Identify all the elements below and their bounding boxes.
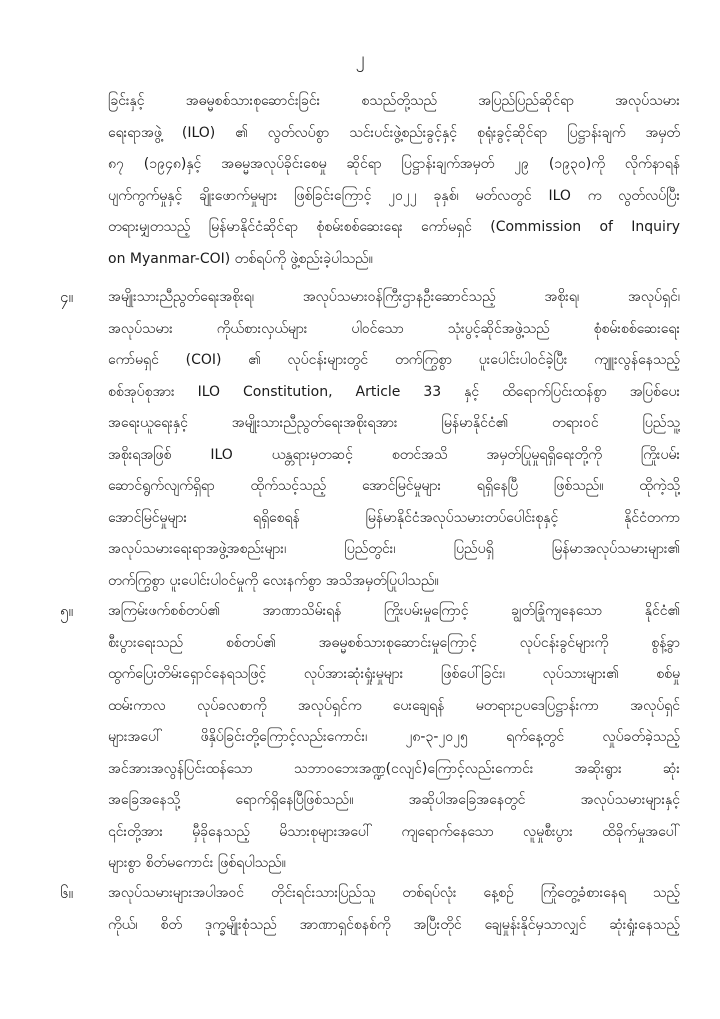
paragraph-number: ၄။ [60, 288, 73, 306]
text-line: ကော်မရှင် (COI) ၏ လုပ်ငန်းများတွင် တက်ကြွစွာ ပူးပေါင်းပါဝင်ခဲ့ပြီး ကျူးလွန်နေသည့် [108, 352, 680, 368]
text-line: တရားမျှတသည့် မြန်မာနိုင်ငံဆိုင်ရာ စုံစမ်းစစ်ဆေးရေး ကော်မရှင် (Commission of Inquiry [108, 219, 680, 235]
text-line: များစွာ စိတ်မကောင်း ဖြစ်ရပါသည်။ [108, 855, 286, 871]
page-number: ၂ [355, 48, 365, 69]
text-line: အင်အားအလွန်ပြင်းထန်သော သဘာဝဘေးအဏ္ဍ(ငလျင်)ကြောင့်လည်းကောင်း အဆိုးရွား ဆုံး [108, 760, 680, 777]
text-line: ကိုယ်၊ စိတ် ဒုက္ခမျိုးစုံသည် အာဏာရှင်စနစ်ကို အပြီးတိုင် ချေမှုန်းနိုင်မှသာလျှင် ဆုံးရှုံးနေသည့် [108, 916, 680, 933]
text-line: တက်ကြွစွာ ပူးပေါင်းပါဝင်မှုကို လေးနက်စွာ အသိအမှတ်ပြုပါသည်။ [108, 572, 439, 589]
text-line: အရေးယူရေးနှင့် အမျိုးသားညီညွတ်ရေးအစိုးရအား မြန်မာနိုင်ငံ၏ တရားဝင် ပြည်သူ့ [108, 415, 680, 431]
paragraph [108, 596, 680, 880]
text-line: ထမ်းကာလ လုပ်ခလစာကို အလုပ်ရှင်က ပေးချေရန် မတရားဥပဒေပြဋ္ဌာန်းကာ အလုပ်ရှင် [108, 697, 680, 714]
text-line: on Myanmar-COI) တစ်ရပ်ကို ဖွဲ့စည်းခဲ့ပါသည်။ [108, 250, 373, 267]
text-line: များအပေါ် ဖိနှိပ်ခြင်းတို့ကြောင့်လည်းကောင်း၊ ၂၈-၃-၂၀၂၅ ရက်နေ့တွင် လှုပ်ခတ်ခဲ့သည့် [108, 729, 680, 745]
text-line: ၎င်းတို့အား မှီခိုနေသည့် မိသားစုများအပေါ် ကျရောက်နေသော လူမှုစီးပွား ထိခိုက်မှုအပေါ် [108, 823, 680, 840]
text-line: ရေးရာအဖွဲ့ (ILO) ၏ လွတ်လပ်စွာ သင်းပင်းဖွဲ့စည်းခွင့်နှင့် စုရုံးခွင့်ဆိုင်ရာ ပြဋ္ဌာန်းချက် အမှတ် [108, 124, 680, 141]
text-line: အမျိုးသားညီညွတ်ရေးအစိုးရ၊ အလုပ်သမားဝန်ကြီးဌာနဦးဆောင်သည့် အစိုးရ၊ အလုပ်ရှင်၊ [108, 289, 680, 305]
text-line: အစိုးရအဖြစ် ILO ယန္တရားမှတဆင့် စတင်အသိ အမှတ်ပြုမှုရရှိရေးတို့ကို ကြိုးပမ်း [108, 446, 680, 463]
text-line: အောင်မြင်မှုများ ရရှိစေရန် မြန်မာနိုင်ငံအလုပ်သမားတပ်ပေါင်းစုနှင့် နိုင်ငံတကာ [108, 509, 680, 526]
text-line: ၈၇ (၁၉၄၈)နှင့် အဓမ္မအလုပ်ခိုင်းစေမှု ဆိုင်ရာ ပြဋ္ဌာန်းချက်အမှတ် ၂၉ (၁၉၃၀)ကို လိုက်နာရန် [108, 156, 680, 172]
text-line: စီးပွားရေးသည် စစ်တပ်၏ အဓမ္မစစ်သားစုဆောင်းမှုကြောင့် လုပ်ငန်းခွင်များကို စွန့်ခွာ [108, 634, 680, 651]
text-line: ထွက်ပြေးတိမ်းရှောင်နေရသဖြင့် လုပ်အားဆုံးရှုံးမှုများ ဖြစ်ပေါ်ခြင်း၊ လုပ်သားများ၏ စစ်မှု [108, 666, 680, 682]
paragraph [108, 282, 680, 597]
paragraph-number: ၆။ [60, 884, 73, 902]
text-line: ဆောင်ရွက်လျက်ရှိရာ ထိုက်သင့်သည့် အောင်မြင်မှုများ ရရှိနေပြီ ဖြစ်သည်။ ထိုကဲ့သို့ [108, 478, 680, 494]
text-line: အခြေအနေသို့ ရောက်ရှိနေပြီဖြစ်သည်။ အဆိုပါအခြေအနေတွင် အလုပ်သမားများနှင့် [108, 792, 680, 808]
text-line: ခြင်းနှင့် အဓမ္မစစ်သားစုဆောင်းခြင်း စသည်တို့သည် အပြည်ပြည်ဆိုင်ရာ အလုပ်သမား [108, 93, 680, 109]
continued-paragraph [108, 86, 680, 275]
text-line: အကြမ်းဖက်စစ်တပ်၏ အာဏာသိမ်းရန် ကြိုးပမ်းမှုကြောင့် ချွတ်ခြုံကျနေသော နိုင်ငံ၏ [108, 603, 680, 619]
text-line: အလုပ်သမားများအပါအဝင် တိုင်းရင်းသားပြည်သူ တစ်ရပ်လုံး နေ့စဉ် ကြုံတွေ့ခံစားနေရ သည့် [108, 885, 680, 901]
text-line: အလုပ်သမား ကိုယ်စားလှယ်များ ပါဝင်သော သုံးပွင့်ဆိုင်အဖွဲ့သည် စုံစမ်းစစ်ဆေးရေး [108, 320, 680, 337]
paragraph [108, 878, 680, 941]
text-line: ပျက်ကွက်မှုနှင့် ချိုးဖောက်မှုများ ဖြစ်ခြင်းကြောင့် ၂၀၂၂ ခုနှစ်၊ မတ်လတွင် ILO က လွတ်လပ်ပြီး [108, 187, 680, 204]
text-line: အလုပ်သမားရေးရာအဖွဲ့အစည်းများ၊ ပြည်တွင်း၊ ပြည်ပရှိ မြန်မာအလုပ်သမားများ၏ [108, 541, 680, 557]
paragraph-number: ၅။ [60, 602, 73, 620]
text-line: စစ်အုပ်စုအား ILO Constitution, Article 33 နှင့် ထိရောက်ပြင်းထန်စွာ အပြစ်ပေး [108, 383, 680, 400]
